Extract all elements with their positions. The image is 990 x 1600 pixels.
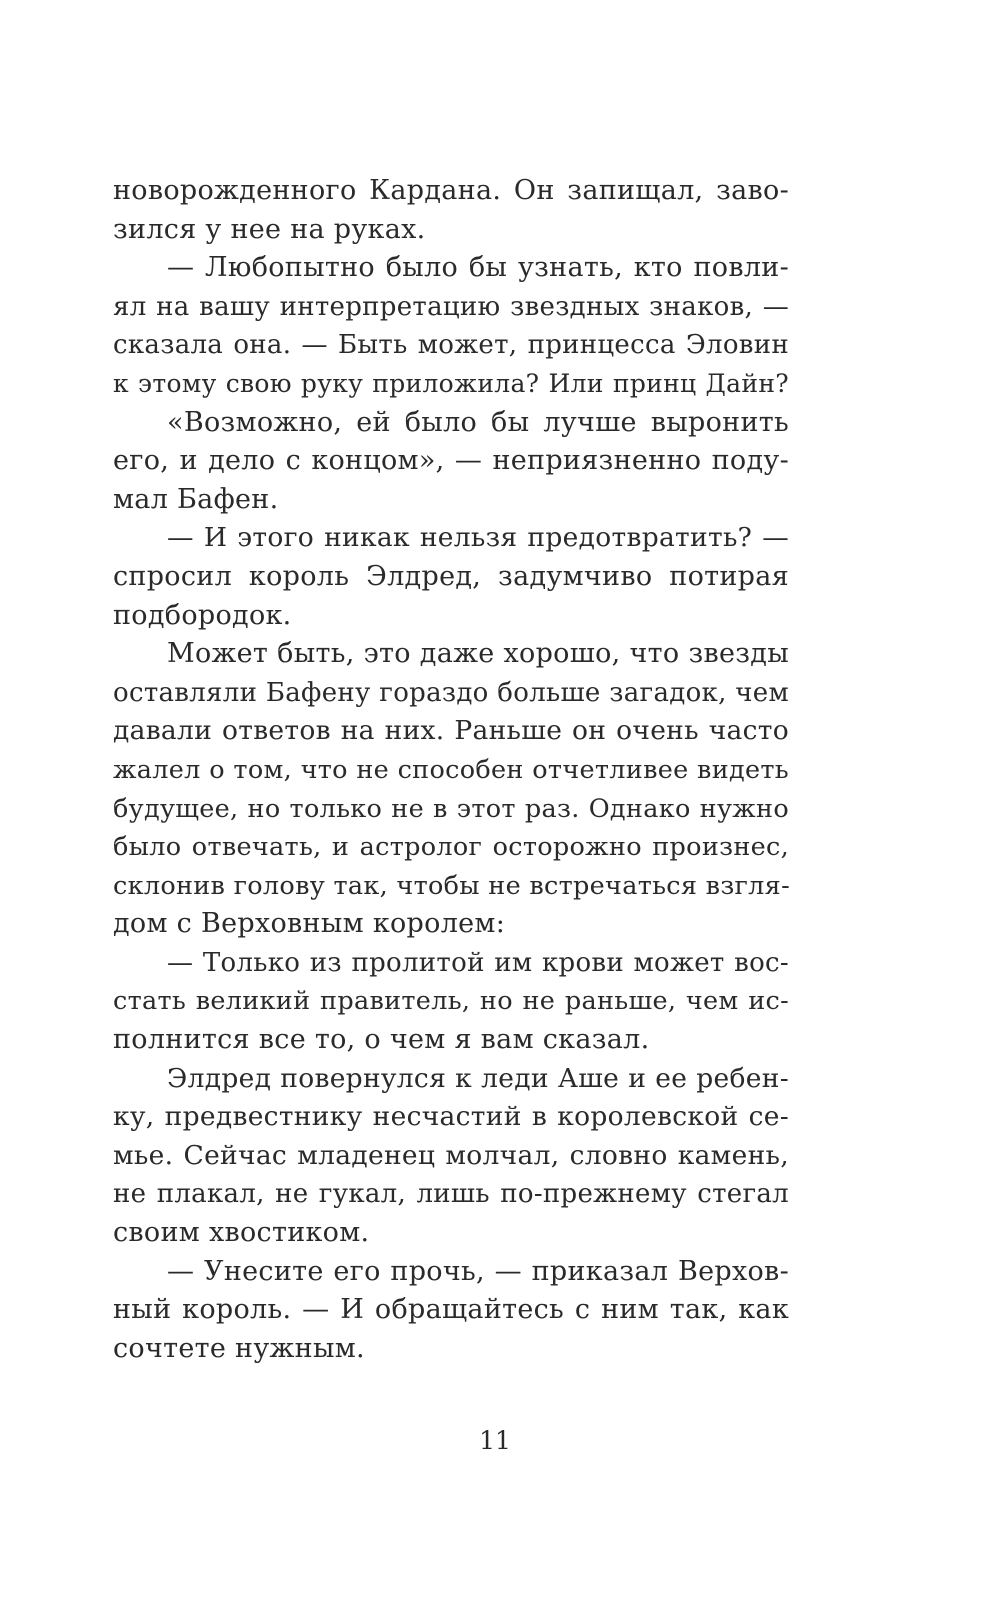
- text-line: ку, предвестнику несчастий в королевской се-: [113, 1101, 789, 1133]
- text-line: новорожденного Кардана. Он запищал, заво-: [113, 175, 789, 206]
- text-line: было отвечать, и астролог осторожно произнес,: [113, 832, 789, 863]
- text-line: ный король. — И обращайтесь с ним так, как: [113, 1294, 789, 1326]
- text-line: — И этого никак нельзя предотвратить? —: [167, 522, 789, 554]
- text-line: будущее, но только не в этот раз. Однако нужно: [113, 793, 789, 824]
- page-number: 11: [479, 1426, 511, 1455]
- text-line: — Любопытно было бы узнать, кто повли-: [167, 252, 789, 284]
- text-line: Может быть, это даже хорошо, что звезды: [167, 638, 789, 670]
- text-line: Элдред повернулся к леди Аше и ее ребен-: [167, 1062, 789, 1094]
- body-text: [113, 172, 789, 1368]
- text-line: стать великий правитель, но не раньше, чем ис-: [113, 986, 789, 1017]
- text-line: мал Бафен.: [113, 483, 279, 515]
- text-line: не плакал, не гукал, лишь по-прежнему стегал: [113, 1179, 789, 1210]
- text-line: его, и дело с концом», — неприязненно поду-: [113, 445, 789, 477]
- text-line: — Унесите его прочь, — приказал Верхов-: [167, 1255, 789, 1287]
- text-line: склонив голову так, чтобы не встречаться взгля-: [113, 870, 790, 901]
- text-line: мье. Сейчас младенец молчал, словно камень,: [113, 1139, 789, 1171]
- text-line: полнится все то, о чем я вам сказал.: [113, 1024, 650, 1056]
- text-line: оставляли Бафену гораздо больше загадок, чем: [113, 677, 789, 708]
- text-line: дом с Верховным королем:: [113, 908, 506, 940]
- text-line: к этому свою руку приложила? Или принц Дайн?: [113, 368, 789, 398]
- text-line: ял на вашу интерпретацию звездных знаков, —: [113, 291, 789, 322]
- text-line: зился у нее на руках.: [113, 213, 426, 245]
- text-line: спросил король Элдред, задумчиво потирая: [113, 560, 789, 592]
- text-line: сказала она. — Быть может, принцесса Эловин: [113, 330, 789, 361]
- text-line: своим хвостиком.: [113, 1217, 370, 1249]
- text-line: жалел о том, что не способен отчетливее видеть: [113, 754, 789, 785]
- text-line: сочтете нужным.: [113, 1332, 365, 1364]
- text-line: давали ответов на них. Раньше он очень часто: [113, 715, 789, 747]
- text-line: «Возможно, ей было бы лучше выронить: [167, 406, 789, 438]
- text-line: подбородок.: [113, 599, 292, 631]
- text-line: — Только из пролитой им крови может вос-: [167, 947, 789, 978]
